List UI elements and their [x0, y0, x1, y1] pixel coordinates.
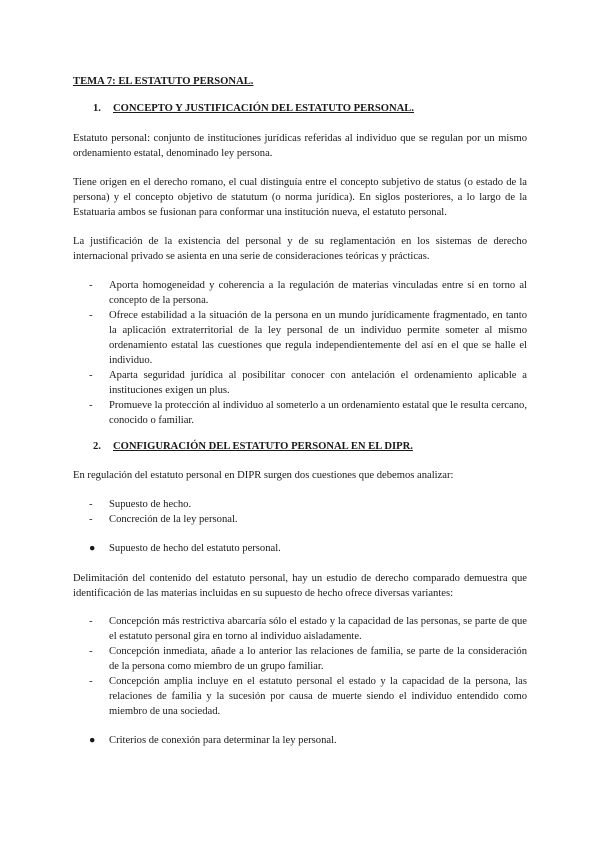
list-item: - Concepción inmediata, añade a lo anterior las relaciones de familia, se parte de la consideración de la persona como miembro de un grupo familiar. [73, 644, 527, 674]
list-item: - Aparta seguridad jurídica al posibilitar conocer con antelación el ordenamiento aplicable a instituciones exigen un plus. [73, 368, 527, 398]
bullet-text: Criterios de conexión para determinar la ley personal. [109, 735, 337, 746]
section-number: 2. [93, 441, 101, 452]
paragraph: Estatuto personal: conjunto de instituciones jurídicas referidas al individuo que se regulan por un mismo ordenamiento estatal, denominado ley persona. [73, 133, 527, 159]
justification-list [73, 278, 527, 428]
section-title: CONFIGURACIÓN DEL ESTATUTO PERSONAL EN EL DIPR. [113, 441, 413, 452]
paragraph: Delimitación del contenido del estatuto personal, hay un estudio de derecho comparado demuestra que identificación de las materias incluidas en su supuesto de hecho ofrece diversas variantes: [73, 573, 527, 599]
list-item: - Concepción más restrictiva abarcaría sólo el estado y la capacidad de las personas, se parte de que el estatuto personal gira en torno al individuo aisladamente. [73, 614, 527, 644]
bullet-icon: ● [89, 543, 96, 554]
bullet-item [89, 733, 547, 748]
section-heading-2 [93, 439, 527, 454]
list-item: - Concreción de la ley personal. [73, 512, 527, 527]
bullet-icon: ● [89, 735, 96, 746]
list-item: - Aporta homogeneidad y coherencia a la regulación de materias vinculadas entre sí en torno al concepto de la persona. [73, 278, 527, 308]
list-item: - Ofrece estabilidad a la situación de la persona en un mundo jurídicamente fragmentado, en tanto la aplicación extraterritorial de la ley personal de un individuo permite someter al mismo ordenamiento estatal las cuestiones que regula independientemente del así en el que se halle el individuo. [73, 308, 527, 368]
bullet-item [89, 541, 547, 556]
page-title: TEMA 7: EL ESTATUTO PERSONAL. [73, 76, 254, 87]
variants-list [73, 614, 527, 719]
paragraph: La justificación de la existencia del personal y de su reglamentación en los sistemas de derecho internacional privado se asienta en una serie de consideraciones teóricas y prácticas. [73, 236, 527, 262]
bullet-text: Supuesto de hecho del estatuto personal. [109, 543, 281, 554]
section-title: CONCEPTO Y JUSTIFICACIÓN DEL ESTATUTO PERSONAL. [113, 103, 414, 114]
issues-list [73, 497, 527, 527]
list-item: - Concepción amplia incluye en el estatuto personal el estado y la capacidad de la persona, las relaciones de familia y la sucesión por causa de muerte siendo el individuo entendido como miembro de una sociedad. [73, 674, 527, 719]
section-number: 1. [93, 103, 101, 114]
paragraph: Tiene origen en el derecho romano, el cual distinguía entre el concepto subjetivo de status (o estado de la persona) y el concepto objetivo de statutum (o norma jurídica). En siglos posteriores, a lo largo de la Estatuaria ambos se fusionan para conformar una institución nueva, el estatuto personal. [73, 177, 527, 218]
list-item: - Promueve la protección al individuo al someterlo a un ordenamiento estatal que le resulta cercano, conocido o familiar. [73, 398, 527, 428]
list-item: - Supuesto de hecho. [73, 497, 527, 512]
paragraph: En regulación del estatuto personal en DIPR surgen dos cuestiones que debemos analizar: [73, 470, 454, 481]
section-heading-1 [93, 101, 527, 116]
